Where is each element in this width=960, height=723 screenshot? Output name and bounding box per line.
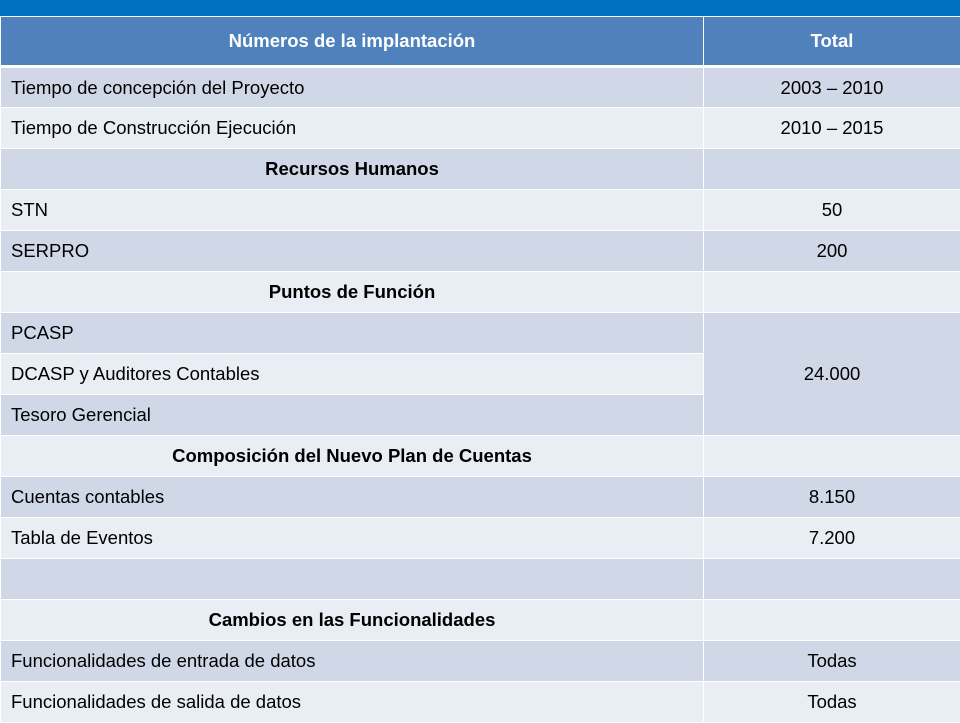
row-label: STN [1,190,704,231]
row-value: 50 [704,190,960,231]
row-label: Cuentas contables [1,477,704,518]
row-value: Todas [704,682,960,723]
row-label: Funcionalidades de entrada de datos [1,641,704,682]
row-label [1,559,704,600]
section-label: Puntos de Función [1,272,704,313]
implantation-table [0,16,960,723]
top-accent-bar [0,0,960,16]
table-row [1,477,960,518]
row-value [704,559,960,600]
section-row [1,149,960,190]
row-value [704,600,960,641]
row-value [704,149,960,190]
row-value [704,436,960,477]
section-row [1,272,960,313]
section-row [1,600,960,641]
empty-row [1,559,960,600]
row-value [704,272,960,313]
row-label: Tiempo de concepción del Proyecto [1,67,704,108]
row-label: Tabla de Eventos [1,518,704,559]
table-row [1,518,960,559]
row-label: Tesoro Gerencial [1,395,704,436]
row-label: PCASP [1,313,704,354]
section-label: Cambios en las Funcionalidades [1,600,704,641]
table-header-row [1,17,960,67]
table-row [1,67,960,108]
row-value: 8.150 [704,477,960,518]
table-row [1,231,960,272]
table-row [1,641,960,682]
row-label: Funcionalidades de salida de datos [1,682,704,723]
section-label: Recursos Humanos [1,149,704,190]
table-row [1,682,960,723]
row-label: Tiempo de Construcción Ejecución [1,108,704,149]
row-label: DCASP y Auditores Contables [1,354,704,395]
row-value: 2003 – 2010 [704,67,960,108]
row-value: 200 [704,231,960,272]
row-value: Todas [704,641,960,682]
section-row [1,436,960,477]
section-label: Composición del Nuevo Plan de Cuentas [1,436,704,477]
row-value: 7.200 [704,518,960,559]
table-row [1,190,960,231]
header-numeros: Números de la implantación [1,17,704,67]
row-label: SERPRO [1,231,704,272]
merged-value-cell: 24.000 [704,313,960,436]
header-total: Total [704,17,960,67]
table-row [1,313,960,354]
table-row [1,108,960,149]
row-value: 2010 – 2015 [704,108,960,149]
